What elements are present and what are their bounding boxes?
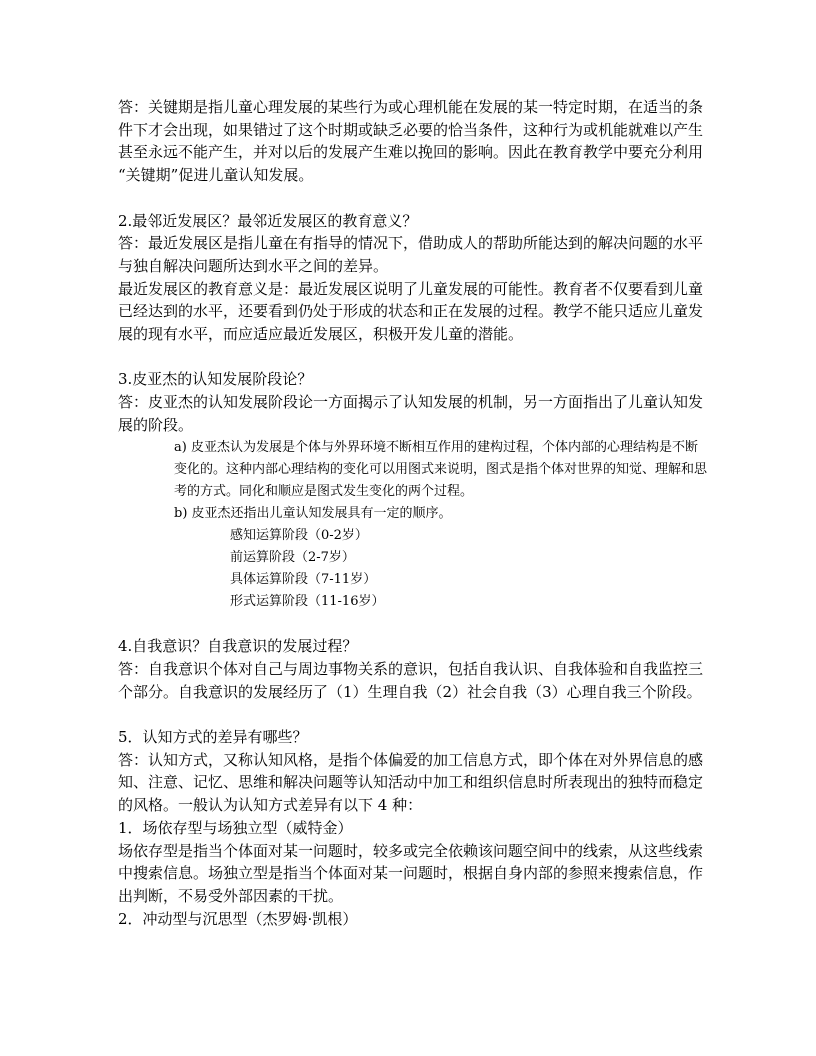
cognitive-style-type1-desc: 场依存型是指当个体面对某一问题时，较多或完全依赖该问题空间中的线索，从这些线索中搜索信息。场独立型是指当个体面对某一问题时，根据自身内部的参照来搜索信息，作出判断，不易受外部因素的干扰。 xyxy=(118,841,704,905)
stage-item: 前运算阶段（2-7岁） xyxy=(230,549,355,565)
zpd-significance: 最近发展区的教育意义是：最近发展区说明了儿童发展的可能性。教育者不仅要看到儿童已经达到的水平，还要看到仍处于形成的状态和正在发展的过程。教学不能只适应儿童发展的现有水平，而应适应最近发展区，积极开发儿童的潜能。 xyxy=(118,279,704,344)
stage-item: 感知运算阶段（0-2岁） xyxy=(230,527,368,543)
cognitive-style-type2-title: 2．冲动型与沉思型（杰罗姆·凯根） xyxy=(118,909,358,928)
piaget-question: 3.皮亚杰的认知发展阶段论？ xyxy=(118,370,313,389)
self-awareness-answer: 答：自我意识个体对自己与周边事物关系的意识，包括自我认识、自我体验和自我监控三个部分。自我意识的发展经历了（1）生理自我（2）社会自我（3）心理自我三个阶段。 xyxy=(118,659,704,701)
self-awareness-question: 4.自我意识？自我意识的发展过程？ xyxy=(118,637,358,656)
keyperiod-answer: 答：关键期是指儿童心理发展的某些行为或心理机能在发展的某一特定时期，在适当的条件下才会出现，如果错过了这个时期或缺乏必要的恰当条件，这种行为或机能就难以产生甚至永远不能产生，并对以后的发展产生难以挽回的影响。因此在教育教学中要充分利用 “关键期”促进儿童认知发展。 xyxy=(118,98,704,185)
paragraph-gap xyxy=(118,187,708,210)
piaget-stage-list xyxy=(230,525,708,613)
paragraph-gap xyxy=(118,346,708,369)
document-body xyxy=(118,96,708,930)
cognitive-style-answer: 答：认知方式，又称认知风格，是指个体偏爱的加工信息方式，即个体在对外界信息的感知、注意、记忆、思维和解决问题等认知活动中加工和组织信息时所表现出的独特而稳定的风格。一般认为认知方式差异有以下 4 种： xyxy=(118,750,704,815)
piaget-item-b: b) 皮亚杰还指出儿童认知发展具有一定的顺序。 xyxy=(174,505,452,521)
stage-item: 具体运算阶段（7-11岁） xyxy=(230,571,377,587)
zpd-answer: 答：最近发展区是指儿童在有指导的情况下，借助成人的帮助所能达到的解决问题的水平与独自解决问题所达到水平之间的差异。 xyxy=(118,234,704,275)
cognitive-style-question: 5．认知方式的差异有哪些？ xyxy=(118,728,308,746)
stage-item: 形式运算阶段（11-16岁） xyxy=(230,593,385,609)
zpd-question: 2.最邻近发展区？最邻近发展区的教育意义？ xyxy=(118,211,418,230)
cognitive-style-type1-title: 1．场依存型与场独立型（威特金） xyxy=(118,818,353,837)
paragraph-gap xyxy=(118,613,708,636)
piaget-sublist xyxy=(174,437,708,525)
piaget-answer: 答：皮亚杰的认知发展阶段论一方面揭示了认知发展的机制，另一方面指出了儿童认知发展的阶段。 xyxy=(118,393,704,434)
paragraph-gap xyxy=(118,703,708,726)
piaget-item-a: a) 皮亚杰认为发展是个体与外界环境不断相互作用的建构过程，个体内部的心理结构是不断变化的。这种内部心理结构的变化可以用图式来说明，图式是指个体对世界的知觉、理解和思考的方式。同化和顺应是图式发生变化的两个过程。 xyxy=(174,439,708,499)
